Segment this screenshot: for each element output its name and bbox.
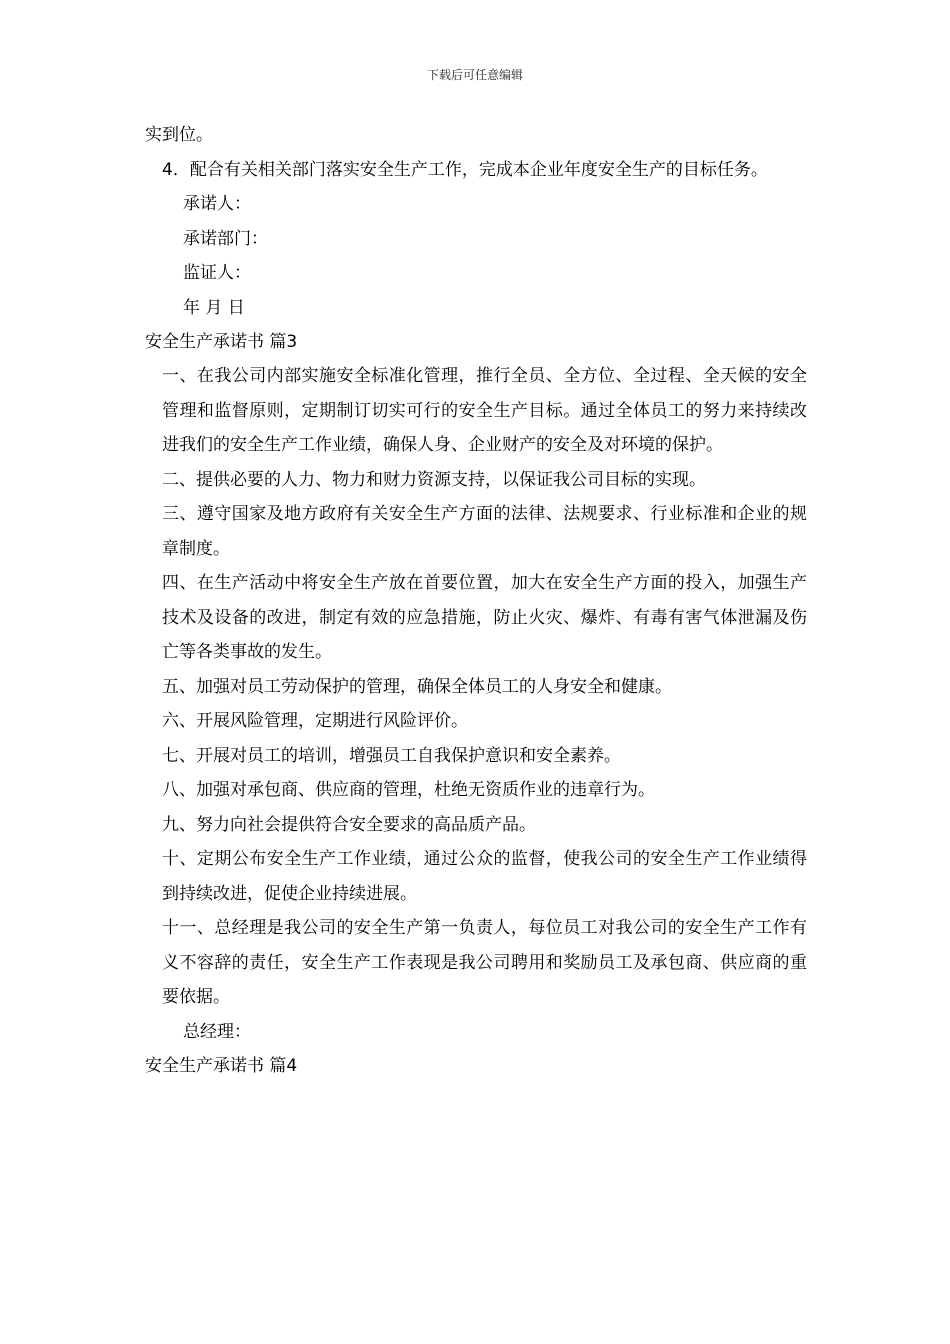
section-3-paragraph-7: 七、开展对员工的培训，增强员工自我保护意识和安全素养。	[162, 745, 621, 766]
section-3-paragraph-5: 五、加强对员工劳动保护的管理，确保全体员工的人身安全和健康。	[162, 676, 672, 697]
section-3-paragraph-2: 二、提供必要的人力、物力和财力资源支持，以保证我公司目标的实现。	[162, 469, 706, 490]
page-header: 下载后可任意编辑	[426, 68, 523, 82]
section-3-paragraph-8: 八、加强对承包商、供应商的管理，杜绝无资质作业的违章行为。	[162, 780, 655, 800]
section-4-title: 安全生产承诺书 篇4	[145, 1056, 298, 1076]
section-3-paragraph-10: 十、定期公布安全生产工作业绩，通过公众的监督，使我公司的安全生产工作业绩得到持续改进，促使企业持续进展。	[162, 849, 807, 904]
general-manager-signature: 总经理：	[183, 1021, 251, 1042]
paragraph-continuation: 实到位。	[145, 125, 213, 145]
section-3-paragraph-1: 一、在我公司内部实施安全标准化管理，推行全员、全方位、全过程、全天候的安全管理和监督原则，定期制订切实可行的安全生产目标。通过全体员工的努力来持续改进我们的安全生产工作业绩，确保人身、企业财产的安全及对环境的保护。	[162, 366, 807, 455]
date-label: 年 月 日	[183, 297, 245, 318]
document-body	[145, 118, 807, 1083]
promisor-label: 承诺人：	[183, 194, 251, 214]
section-3-title: 安全生产承诺书 篇3	[145, 332, 298, 352]
supervisor-label: 监证人：	[183, 263, 251, 283]
section-3-paragraph-3: 三、遵守国家及地方政府有关安全生产方面的法律、法规要求、行业标准和企业的规章制度。	[162, 504, 807, 559]
section-3-paragraph-4: 四、在生产活动中将安全生产放在首要位置，加大在安全生产方面的投入，加强生产技术及设备的改进，制定有效的应急措施，防止火灾、爆炸、有毒有害气体泄漏及伤亡等各类事故的发生。	[162, 573, 807, 662]
department-label: 承诺部门：	[183, 228, 268, 249]
item-4-paragraph: 4．配合有关相关部门落实安全生产工作，完成本企业年度安全生产的目标任务。	[162, 159, 768, 180]
section-3-paragraph-11: 十一、总经理是我公司的安全生产第一负责人，每位员工对我公司的安全生产工作有义不容辞的责任，安全生产工作表现是我公司聘用和奖励员工及承包商、供应商的重要依据。	[162, 918, 807, 1007]
section-3-paragraph-6: 六、开展风险管理，定期进行风险评价。	[162, 711, 468, 731]
section-3-paragraph-9: 九、努力向社会提供符合安全要求的高品质产品。	[162, 814, 536, 835]
